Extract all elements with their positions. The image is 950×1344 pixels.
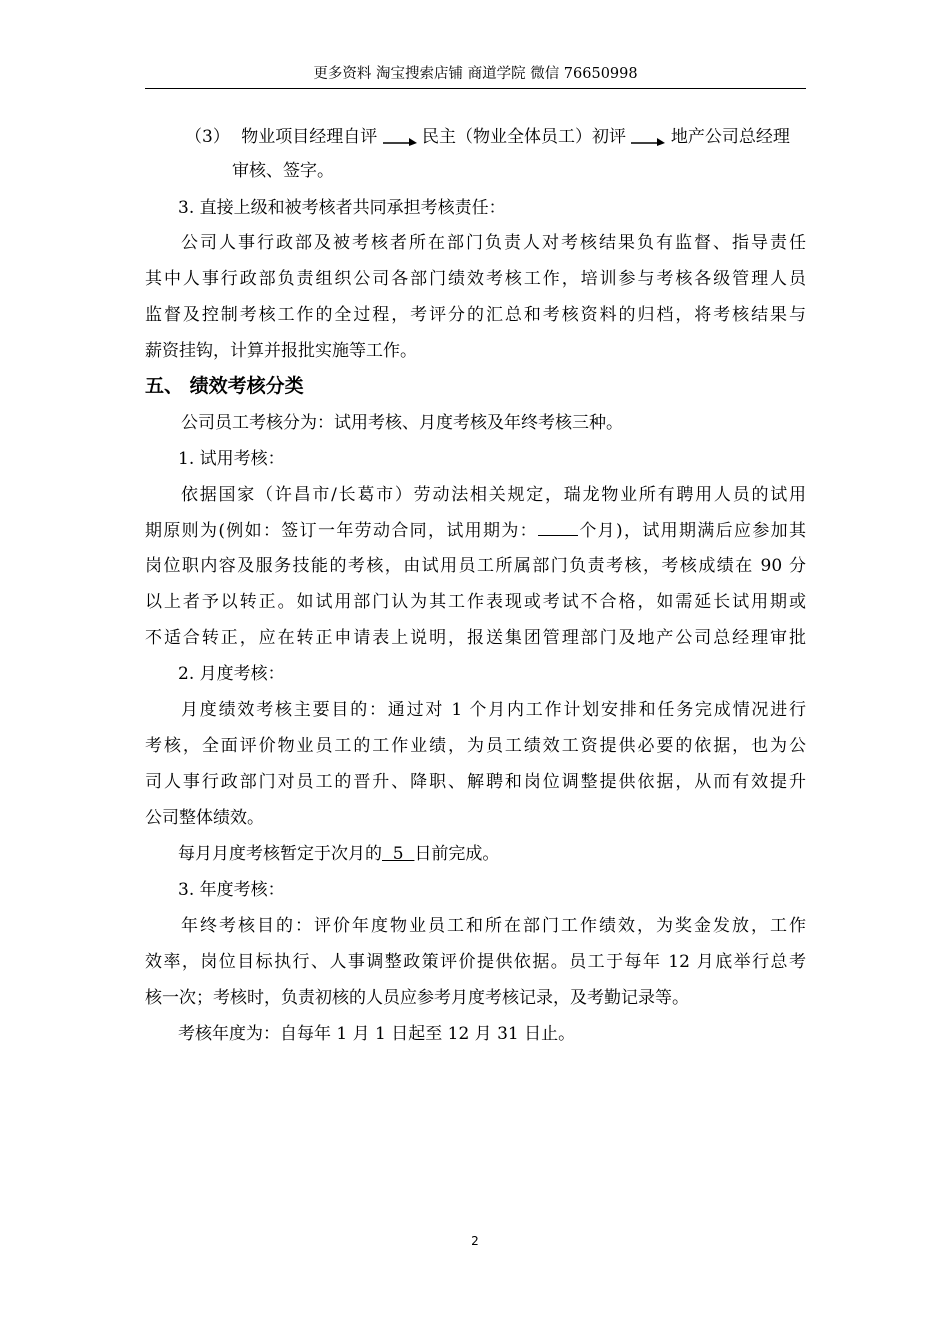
point-3-title: 3. 直接上级和被考核者共同承担考核责任： (178, 198, 506, 218)
annual-paragraph-line: 效率，岗位目标执行、人事调整政策评价提供依据。员工于每年 12 月底举行总考 (145, 952, 806, 972)
item-3-continuation: 审核、签字。 (232, 161, 334, 181)
annual-paragraph-line: 年终考核目的：评价年度物业员工和所在部门工作绩效，为奖金发放，工作 (181, 916, 806, 936)
trial-paragraph-line: 以上者予以转正。如试用部门认为其工作表现或考试不合格，如需延长试用期或 (145, 592, 806, 612)
monthly-paragraph-line: 司人事行政部门对员工的晋升、降职、解聘和岗位调整提供依据，从而有效提升 (145, 772, 806, 792)
monthly-paragraph-line: 公司整体绩效。 (145, 808, 264, 828)
annual-title: 3. 年度考核： (178, 880, 285, 900)
trial-period-blank (538, 519, 578, 536)
section-5-heading: 五、 绩效考核分类 (145, 375, 304, 397)
arrow-right-icon (631, 133, 665, 147)
trial-line-part-a: 期原则为(例如：签订一年劳动合同，试用期为： (145, 521, 538, 541)
monthly-title: 2. 月度考核： (178, 664, 285, 684)
monthly-paragraph-line: 考核，全面评价物业员工的工作业绩，为员工绩效工资提供必要的依据，也为公 (145, 736, 806, 756)
trial-paragraph-line: 岗位职内容及服务技能的考核，由试用员工所属部门负责考核，考核成绩在 90 分 (145, 556, 806, 576)
annual-paragraph-line: 核一次；考核时，负责初核的人员应参考月度考核记录，及考勤记录等。 (145, 988, 689, 1008)
monthly-deadline-day: 5 (382, 844, 415, 864)
trial-paragraph-line: 依据国家（许昌市/长葛市）劳动法相关规定，瑞龙物业所有聘用人员的试用 (181, 485, 806, 505)
item-3-line (145, 126, 806, 148)
monthly-deadline (178, 843, 499, 865)
page-number: 2 (471, 1234, 479, 1248)
sec4-paragraph-line: 薪资挂钩，计算并报批实施等工作。 (145, 341, 417, 361)
trial-paragraph-line: 不适合转正，应在转正申请表上说明，报送集团管理部门及地产公司总经理审批 (145, 628, 806, 648)
item-3-step-3: 地产公司总经理 (670, 127, 790, 147)
monthly-paragraph-line: 月度绩效考核主要目的：通过对 1 个月内工作计划安排和任务完成情况进行 (181, 700, 806, 720)
trial-title: 1. 试用考核： (178, 449, 285, 469)
item-3-step-2: 民主（物业全体员工）初评 (422, 127, 627, 147)
monthly-deadline-suffix: 日前完成。 (414, 844, 500, 864)
item-3-step-1: 物业项目经理自评 (241, 127, 378, 147)
sec4-paragraph-line: 其中人事行政部负责组织公司各部门绩效考核工作，培训参与考核各级管理人员 (145, 269, 806, 289)
arrow-right-icon (383, 133, 417, 147)
annual-period: 考核年度为：自每年 1 月 1 日起至 12 月 31 日止。 (178, 1024, 576, 1044)
sec4-paragraph-line: 监督及控制考核工作的全过程，考评分的汇总和考核资料的归档，将考核结果与 (145, 305, 806, 325)
trial-line-part-b: 个月)，试用期满后应参加其 (578, 521, 806, 541)
page-header (145, 64, 806, 89)
section-5-intro: 公司员工考核分为：试用考核、月度考核及年终考核三种。 (181, 413, 623, 433)
trial-paragraph-line (145, 519, 806, 542)
monthly-deadline-prefix: 每月月度考核暂定于次月的 (178, 844, 382, 864)
item-3-number: （3） (185, 127, 230, 147)
header-text: 更多资料 淘宝搜索店铺 商道学院 微信 76650998 (313, 66, 638, 82)
sec4-paragraph-line: 公司人事行政部及被考核者所在部门负责人对考核结果负有监督、指导责任 (181, 233, 806, 253)
